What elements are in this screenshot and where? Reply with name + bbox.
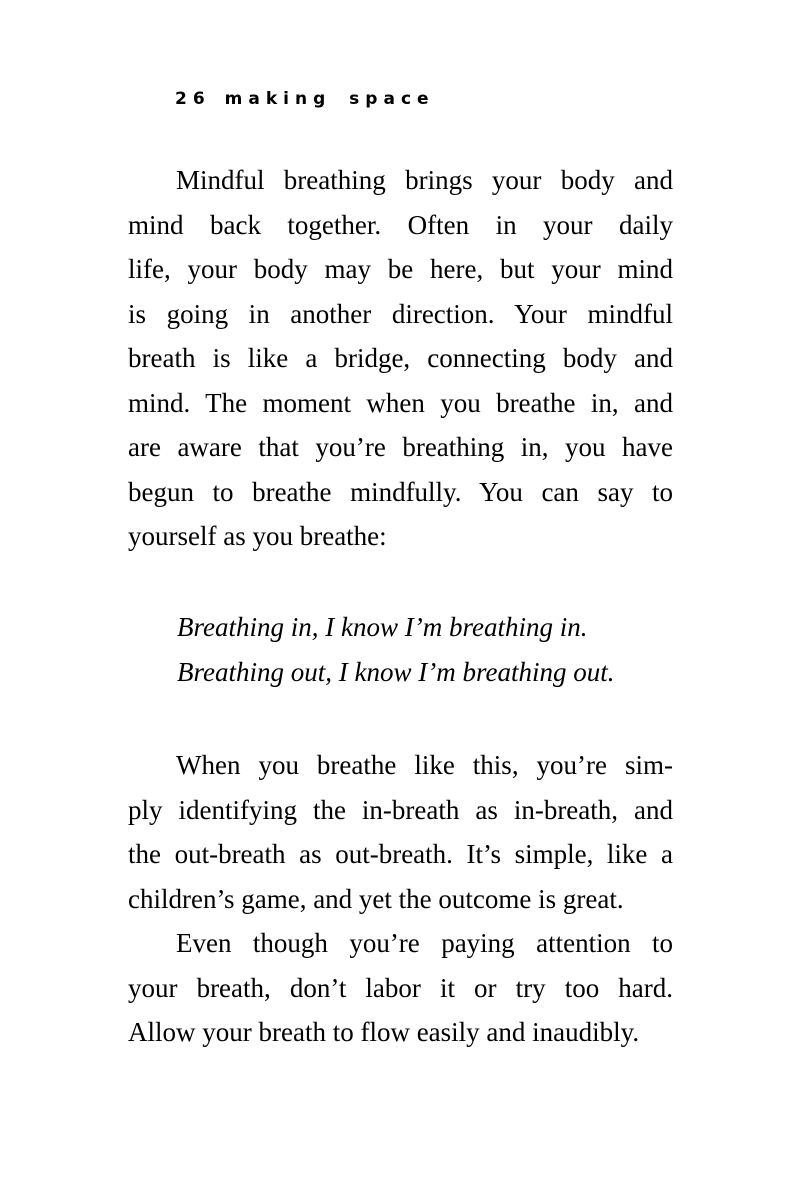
breathing-verse [128, 605, 673, 694]
verse-line: Breathing out, I know I’m breathing out. [177, 656, 615, 687]
text-line: breath is like a bridge, connecting body and [128, 343, 673, 373]
text-line: Mindful breathing brings your body and [176, 165, 673, 195]
text-line: the out-breath as out-breath. It’s simple, like a [128, 839, 673, 869]
running-title: making space [224, 89, 435, 109]
text-line: mind. The moment when you breathe in, and [128, 387, 673, 418]
text-line: ply identifying the in-breath as in-breath, and [128, 794, 673, 825]
text-line: your breath, don’t labor it or try too hard. [128, 972, 673, 1003]
paragraph-identifying-breath [128, 743, 673, 921]
text-line: Allow your breath to flow easily and inaudibly. [128, 1017, 640, 1047]
verse-line: Breathing in, I know I’m breathing in. [177, 612, 588, 642]
text-line: children’s game, and yet the outcome is great. [128, 883, 624, 914]
text-line: yourself as you breathe: [128, 521, 387, 551]
text-line: When you breathe like this, you’re sim- [176, 750, 673, 780]
text-line: is going in another direction. Your mindful [128, 298, 673, 329]
text-line: begun to breathe mindfully. You can say to [128, 476, 673, 507]
paragraph-mindful-breathing [128, 158, 673, 559]
text-line: mind back together. Often in your daily [128, 209, 673, 240]
paragraph-dont-labor [128, 921, 673, 1055]
text-line: Even though you’re paying attention to [176, 928, 673, 958]
page-number: 26 [175, 89, 211, 109]
page-header [175, 91, 435, 108]
text-line: are aware that you’re breathing in, you have [128, 432, 673, 462]
text-line: life, your body may be here, but your mind [128, 254, 673, 284]
